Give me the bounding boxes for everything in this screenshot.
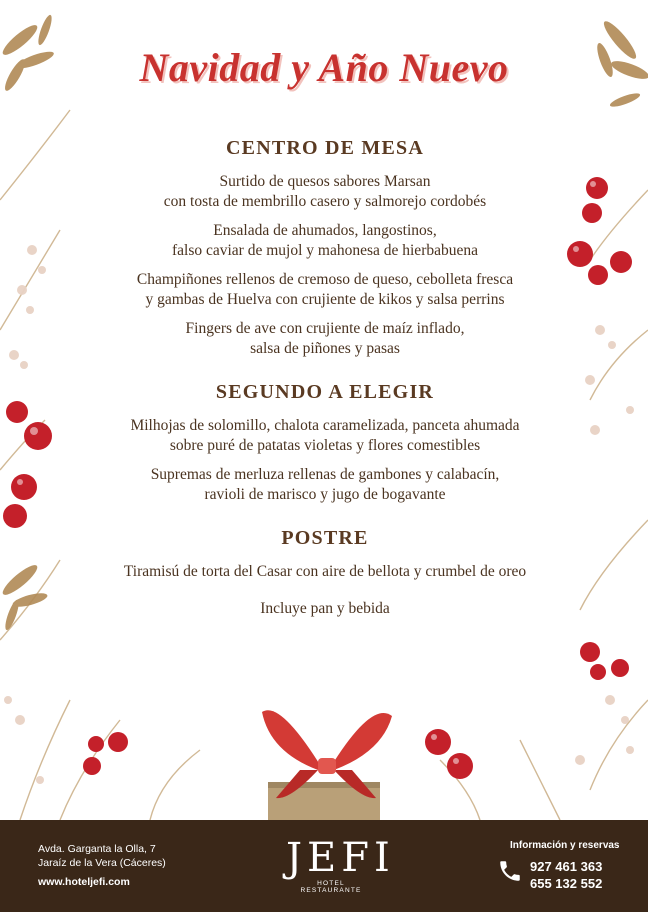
phone-1[interactable]: 927 461 363 [530,859,603,874]
section-centro [60,134,590,359]
menu-item: Champiñones rellenos de cremoso de queso, cebolleta fresca y gambas de Huelva con crujiente de kikos y salsa perrins [136,271,514,308]
menu-item: Milhojas de solomillo, chalota caramelizada, panceta ahumada sobre puré de patatas violetas y flores comestibles [130,417,520,454]
section-postre [60,524,590,582]
menu-item: Ensalada de ahumados, langostinos, falso caviar de mujol y mahonesa de hierbabuena [171,222,478,259]
logo [286,835,395,894]
website-link[interactable]: www.hoteljefi.com [38,876,130,888]
footer [0,820,648,912]
menu-item: Surtido de quesos sabores Marsan con tosta de membrillo casero y salmorejo cordobés [163,173,487,210]
page-title: Navidad y Año Nuevo [139,45,509,90]
section-heading: SEGUNDO A ELEGIR [215,381,435,403]
menu [60,134,590,618]
menu-item: Fingers de ave con crujiente de maíz inflado, salsa de piñones y pasas [185,320,465,357]
phone-icon [497,858,523,884]
section-heading: CENTRO DE MESA [226,137,424,159]
logo-subtitle: HOTEL RESTAURANTE [300,880,362,894]
section-heading: POSTRE [281,527,369,549]
included-note: Incluye pan y bebida [260,600,390,617]
menu-item: Tiramisú de torta del Casar con aire de bellota y crumbel de oreo [123,563,527,580]
phone-numbers [530,858,602,892]
gift-icon [262,710,392,822]
menu-item: Supremas de merluza rellenas de gambones y calabacín, ravioli de marisco y jugo de bogavante [150,466,500,503]
info-label: Información y reservas [510,840,620,851]
logo-text: JEFI [286,835,395,881]
phone-2[interactable]: 655 132 552 [530,876,603,891]
section-segundo [60,378,590,505]
address: Avda. Garganta la Olla, 7 Jaraíz de la Vera (Cáceres) [38,843,166,869]
